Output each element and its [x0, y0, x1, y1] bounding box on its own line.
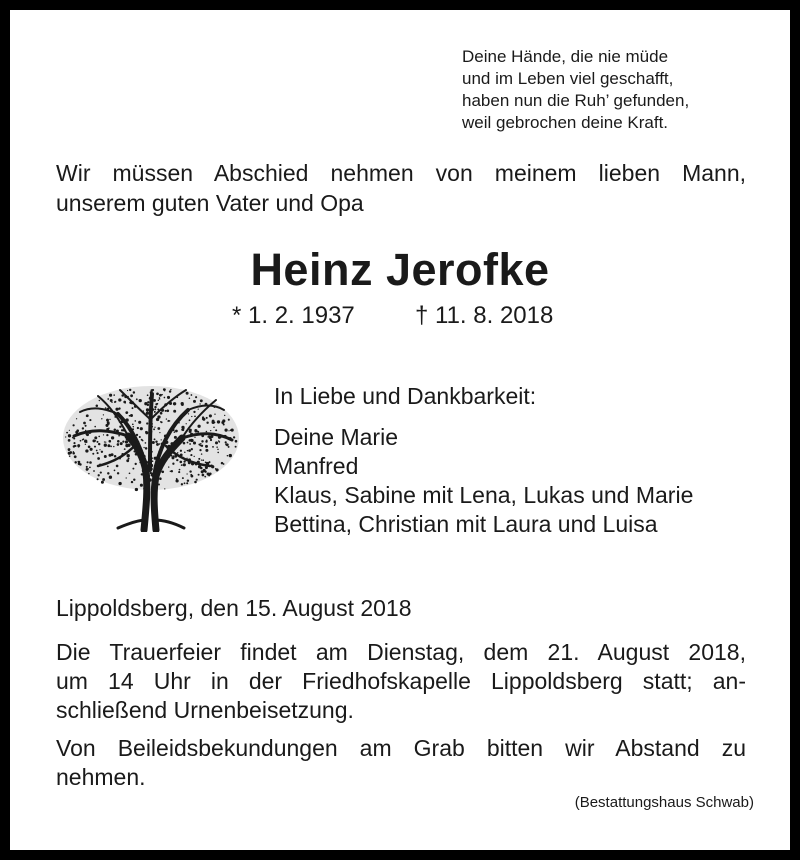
- intro-line: unserem guten Vater und Opa: [56, 190, 364, 216]
- family-member: Klaus, Sabine mit Lena, Lukas und Marie: [274, 482, 694, 508]
- family-member: Deine Marie: [274, 424, 398, 450]
- intro-line: Wir müssen Abschied nehmen von meinem lieben Mann,: [56, 160, 746, 186]
- family-list: [274, 382, 693, 539]
- life-dates: [232, 302, 554, 330]
- ceremony-line: um 14 Uhr in der Friedhofskapelle Lippoldsberg statt; an-: [56, 668, 746, 694]
- funeral-home: (Bestattungshaus Schwab): [574, 794, 754, 811]
- location-date: Lippoldsberg, den 15. August 2018: [56, 595, 412, 621]
- birth-date: * 1. 2. 1937: [232, 302, 355, 329]
- poem-line: weil gebrochen deine Kraft.: [462, 113, 669, 132]
- ceremony-line: Die Trauerfeier findet am Dienstag, dem 21. August 2018,: [56, 639, 746, 665]
- poem-line: haben nun die Ruh’ gefunden,: [462, 91, 690, 110]
- intro-text: [56, 158, 746, 218]
- ceremony-line: schließend Urnenbeisetzung.: [56, 697, 354, 723]
- obituary-card: [10, 10, 790, 850]
- poem: [462, 46, 689, 134]
- tree-icon: [58, 380, 244, 532]
- death-date: † 11. 8. 2018: [415, 302, 554, 329]
- condolence-paragraph: [56, 734, 746, 792]
- poem-line: Deine Hände, die nie müde: [462, 47, 669, 66]
- ceremony-paragraph: [56, 638, 746, 725]
- poem-line: und im Leben viel geschafft,: [462, 69, 674, 88]
- thanks-heading: In Liebe und Dankbarkeit:: [274, 383, 537, 409]
- deceased-name: Heinz Jerofke: [250, 244, 550, 295]
- condolence-line: nehmen.: [56, 764, 146, 790]
- family-member: Manfred: [274, 453, 359, 479]
- family-member: Bettina, Christian mit Laura und Luisa: [274, 511, 658, 537]
- condolence-line: Von Beileidsbekundungen am Grab bitten wir Abstand zu: [56, 735, 746, 761]
